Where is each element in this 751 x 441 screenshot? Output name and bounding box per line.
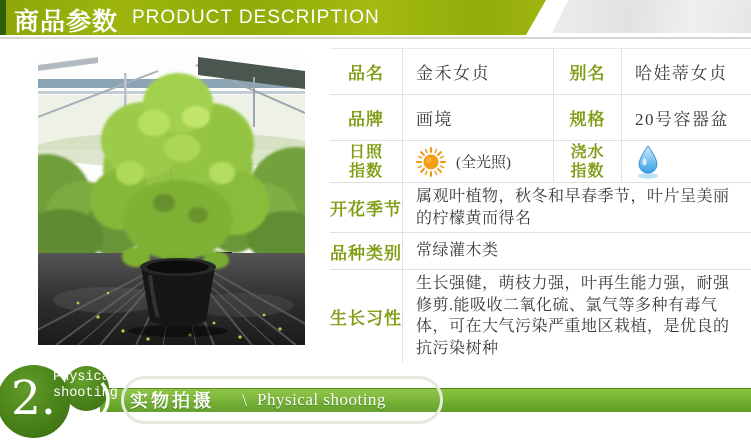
water-drop-icon xyxy=(635,144,661,180)
section-title-separator: \ xyxy=(242,389,248,410)
spec-label-category: 品种类别 xyxy=(330,243,402,263)
table-row xyxy=(330,270,751,361)
header-title-cn: 商品参数 xyxy=(14,8,119,36)
section-title-en: Physical shooting xyxy=(257,390,386,409)
badge-arc-decoration xyxy=(99,381,115,417)
table-row xyxy=(330,141,751,183)
spec-value-season: 属观叶植物，秋冬和早春季节，叶片呈美丽的柠檬黄而得名 xyxy=(402,183,751,232)
section-title xyxy=(130,388,386,412)
spec-label-watering: 浇水 指数 xyxy=(553,141,621,182)
spec-value-habit: 生长强健，萌枝力强，叶再生能力强，耐强修剪.能吸收二氧化硫、氯气等多种有毒气体，可在大气污染严重地区栽植，是优良的抗污染树种 xyxy=(402,270,751,362)
table-row xyxy=(330,233,751,270)
table-row xyxy=(330,95,751,141)
spec-label-alias: 别名 xyxy=(553,49,621,94)
header-left-stripe xyxy=(0,0,6,35)
sunlight-text: (全光照) xyxy=(456,155,511,171)
spec-value-size: 20号容器盆 xyxy=(621,95,751,140)
section-number: 2. xyxy=(11,371,56,426)
spec-label-size: 规格 xyxy=(553,95,621,140)
spec-label-sunlight: 日照 指数 xyxy=(348,143,383,180)
spec-label-season: 开花季节 xyxy=(330,200,402,219)
product-photo xyxy=(38,55,305,345)
spec-value-watering xyxy=(621,141,751,182)
spec-value-sunlight xyxy=(402,141,553,182)
header-title-en: PRODUCT DESCRIPTION xyxy=(132,7,380,28)
table-row xyxy=(330,183,751,233)
spec-table xyxy=(330,48,751,361)
spec-label-habit: 生长习性 xyxy=(330,308,402,328)
table-row xyxy=(330,49,751,95)
spec-value-category: 常绿灌木类 xyxy=(402,233,751,269)
spec-label-brand: 品牌 xyxy=(348,110,384,129)
section-side-label: Physical shooting xyxy=(53,370,118,401)
section-title-cn: 实物拍摄 xyxy=(130,391,214,411)
spec-value-name: 金禾女贞 xyxy=(402,49,553,94)
spec-value-brand: 画境 xyxy=(402,95,553,140)
spec-label-name: 品名 xyxy=(348,64,384,83)
spec-value-alias: 哈娃蒂女贞 xyxy=(621,49,751,94)
sun-icon xyxy=(416,147,446,177)
header-gray-tail xyxy=(552,0,751,33)
